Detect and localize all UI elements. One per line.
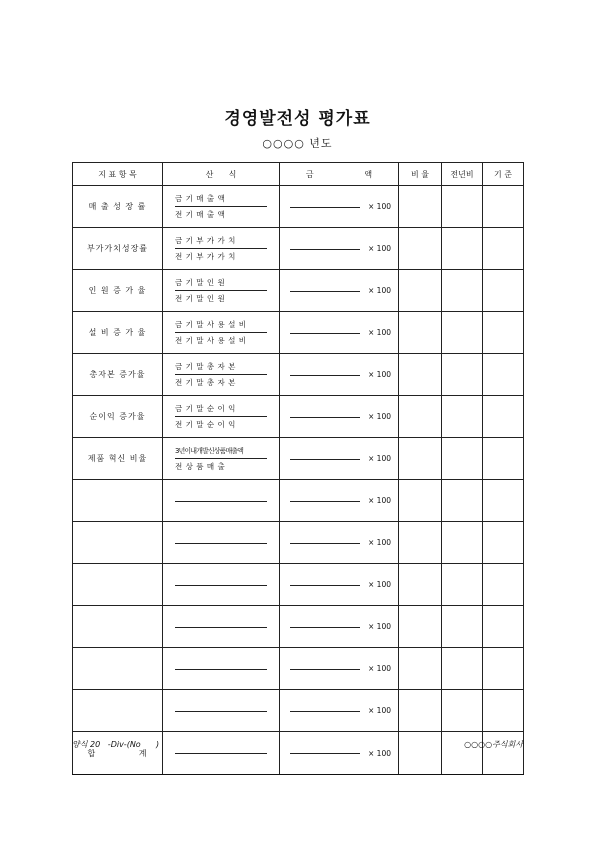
multiplier-label: × 100 xyxy=(368,412,391,421)
amount-cell[interactable] xyxy=(280,732,399,775)
formula-cell xyxy=(163,312,280,354)
ratio-cell[interactable] xyxy=(399,648,442,690)
amount-cell[interactable] xyxy=(280,312,399,354)
amount-cell[interactable] xyxy=(280,228,399,270)
formula-cell[interactable] xyxy=(163,522,280,564)
prev-year-cell[interactable] xyxy=(442,480,483,522)
multiplier-label: × 100 xyxy=(368,748,391,758)
table-row xyxy=(73,438,524,480)
formula-cell[interactable] xyxy=(163,606,280,648)
ratio-cell[interactable] xyxy=(399,186,442,228)
row-label: 인 원 증 가 율 xyxy=(73,270,163,312)
formula-cell xyxy=(163,270,280,312)
amount-cell[interactable] xyxy=(280,648,399,690)
amount-cell[interactable] xyxy=(280,354,399,396)
formula-cell xyxy=(163,438,280,480)
prev-year-cell[interactable] xyxy=(442,522,483,564)
standard-cell[interactable] xyxy=(483,606,524,648)
standard-cell[interactable] xyxy=(483,438,524,480)
formula-cell[interactable] xyxy=(163,480,280,522)
formula-cell[interactable] xyxy=(163,690,280,732)
formula-cell[interactable] xyxy=(163,564,280,606)
header-item: 지 표 항 목 xyxy=(73,163,163,186)
formula-numerator: 금 기 말 인 원 xyxy=(175,276,267,291)
row-label: 순이익 증가율 xyxy=(73,396,163,438)
total-row xyxy=(73,732,524,775)
formula-denominator: 전 기 말 순 이 익 xyxy=(175,420,236,429)
table-row xyxy=(73,396,524,438)
row-label-cell[interactable] xyxy=(73,522,163,564)
blank-row xyxy=(73,606,524,648)
row-label: 매 출 성 장 률 xyxy=(73,186,163,228)
formula-denominator: 전 상 품 매 출 xyxy=(175,462,226,471)
multiplier-label: × 100 xyxy=(368,370,391,379)
prev-year-cell[interactable] xyxy=(442,186,483,228)
standard-cell[interactable] xyxy=(483,354,524,396)
prev-year-cell[interactable] xyxy=(442,228,483,270)
standard-cell[interactable] xyxy=(483,312,524,354)
blank-row xyxy=(73,564,524,606)
prev-year-cell[interactable] xyxy=(442,732,483,775)
amount-cell[interactable] xyxy=(280,606,399,648)
ratio-cell[interactable] xyxy=(399,312,442,354)
ratio-cell[interactable] xyxy=(399,564,442,606)
row-label-cell[interactable] xyxy=(73,564,163,606)
multiplier-label: × 100 xyxy=(368,706,391,715)
standard-cell[interactable] xyxy=(483,690,524,732)
formula-cell xyxy=(163,396,280,438)
formula-numerator: 금 기 부 가 가 치 xyxy=(175,234,267,249)
multiplier-label: × 100 xyxy=(368,328,391,337)
amount-cell[interactable] xyxy=(280,480,399,522)
ratio-cell[interactable] xyxy=(399,354,442,396)
prev-year-cell[interactable] xyxy=(442,648,483,690)
standard-cell[interactable] xyxy=(483,648,524,690)
table-row xyxy=(73,186,524,228)
multiplier-label: × 100 xyxy=(368,538,391,547)
prev-year-cell[interactable] xyxy=(442,270,483,312)
formula-numerator: 금 기 매 출 액 xyxy=(175,192,267,207)
fiscal-year: ○○○○ 년도 xyxy=(262,137,333,150)
table-row xyxy=(73,228,524,270)
formula-numerator: 3년이내개발신상품매출액 xyxy=(175,444,267,459)
ratio-cell[interactable] xyxy=(399,228,442,270)
blank-row xyxy=(73,690,524,732)
multiplier-label: × 100 xyxy=(368,454,391,463)
prev-year-cell[interactable] xyxy=(442,690,483,732)
standard-cell[interactable] xyxy=(483,732,524,775)
prev-year-cell[interactable] xyxy=(442,354,483,396)
evaluation-table xyxy=(72,162,524,775)
multiplier-label: × 100 xyxy=(368,664,391,673)
formula-denominator: 전 기 말 사 용 설 비 xyxy=(175,336,247,345)
formula-cell xyxy=(163,354,280,396)
prev-year-cell[interactable] xyxy=(442,606,483,648)
formula-denominator: 전 기 말 인 원 xyxy=(175,294,226,303)
ratio-cell[interactable] xyxy=(399,480,442,522)
ratio-cell[interactable] xyxy=(399,732,442,775)
amount-cell[interactable] xyxy=(280,522,399,564)
formula-cell[interactable] xyxy=(163,732,280,775)
standard-cell[interactable] xyxy=(483,228,524,270)
formula-denominator: 전 기 말 총 자 본 xyxy=(175,378,236,387)
formula-numerator: 금 기 말 총 자 본 xyxy=(175,360,267,375)
amount-cell[interactable] xyxy=(280,186,399,228)
table-row xyxy=(73,312,524,354)
ratio-cell[interactable] xyxy=(399,438,442,480)
formula-denominator: 전 기 매 출 액 xyxy=(175,210,226,219)
company-name: ○○○○주식회사 xyxy=(464,740,523,749)
blank-row xyxy=(73,522,524,564)
ratio-cell[interactable] xyxy=(399,522,442,564)
row-label-cell[interactable] xyxy=(73,480,163,522)
table-row xyxy=(73,354,524,396)
prev-year-cell[interactable] xyxy=(442,312,483,354)
multiplier-label: × 100 xyxy=(368,622,391,631)
header-standard: 기 준 xyxy=(483,163,524,186)
ratio-cell[interactable] xyxy=(399,270,442,312)
amount-cell[interactable] xyxy=(280,396,399,438)
ratio-cell[interactable] xyxy=(399,690,442,732)
formula-cell xyxy=(163,186,280,228)
multiplier-label: × 100 xyxy=(368,580,391,589)
prev-year-cell[interactable] xyxy=(442,564,483,606)
header-formula: 산 식 xyxy=(163,163,280,186)
formula-denominator: 전 기 부 가 가 치 xyxy=(175,252,236,261)
amount-cell[interactable] xyxy=(280,564,399,606)
prev-year-cell[interactable] xyxy=(442,438,483,480)
amount-cell[interactable] xyxy=(280,690,399,732)
formula-cell[interactable] xyxy=(163,648,280,690)
standard-cell[interactable] xyxy=(483,480,524,522)
ratio-cell[interactable] xyxy=(399,396,442,438)
multiplier-label: × 100 xyxy=(368,202,391,211)
standard-cell[interactable] xyxy=(483,522,524,564)
prev-year-cell[interactable] xyxy=(442,396,483,438)
blank-row xyxy=(73,480,524,522)
standard-cell[interactable] xyxy=(483,186,524,228)
table-row xyxy=(73,270,524,312)
header-amount: 금 액 xyxy=(280,163,399,186)
multiplier-label: × 100 xyxy=(368,286,391,295)
standard-cell[interactable] xyxy=(483,564,524,606)
ratio-cell[interactable] xyxy=(399,606,442,648)
standard-cell[interactable] xyxy=(483,396,524,438)
amount-cell[interactable] xyxy=(280,270,399,312)
multiplier-label: × 100 xyxy=(368,496,391,505)
header-ratio: 비 율 xyxy=(399,163,442,186)
formula-numerator: 금 기 말 사 용 설 비 xyxy=(175,318,267,333)
total-label: 합 계 xyxy=(73,732,163,775)
amount-cell[interactable] xyxy=(280,438,399,480)
row-label: 총자본 증가율 xyxy=(73,354,163,396)
formula-cell xyxy=(163,228,280,270)
formula-numerator: 금 기 말 순 이 익 xyxy=(175,402,267,417)
header-prev-year: 전년비 xyxy=(442,163,483,186)
multiplier-label: × 100 xyxy=(368,244,391,253)
row-label-cell[interactable] xyxy=(73,606,163,648)
document-title: 경영발전성 평가표 xyxy=(224,109,371,129)
blank-row xyxy=(73,648,524,690)
standard-cell[interactable] xyxy=(483,270,524,312)
header-row xyxy=(73,163,524,186)
form-number: 양식 20 -Div-(No ) xyxy=(72,740,160,749)
row-label: 부가가치성장률 xyxy=(73,228,163,270)
row-label: 설 비 증 가 율 xyxy=(73,312,163,354)
row-label-cell[interactable] xyxy=(73,648,163,690)
row-label: 제품 혁신 비율 xyxy=(73,438,163,480)
row-label-cell[interactable] xyxy=(73,690,163,732)
